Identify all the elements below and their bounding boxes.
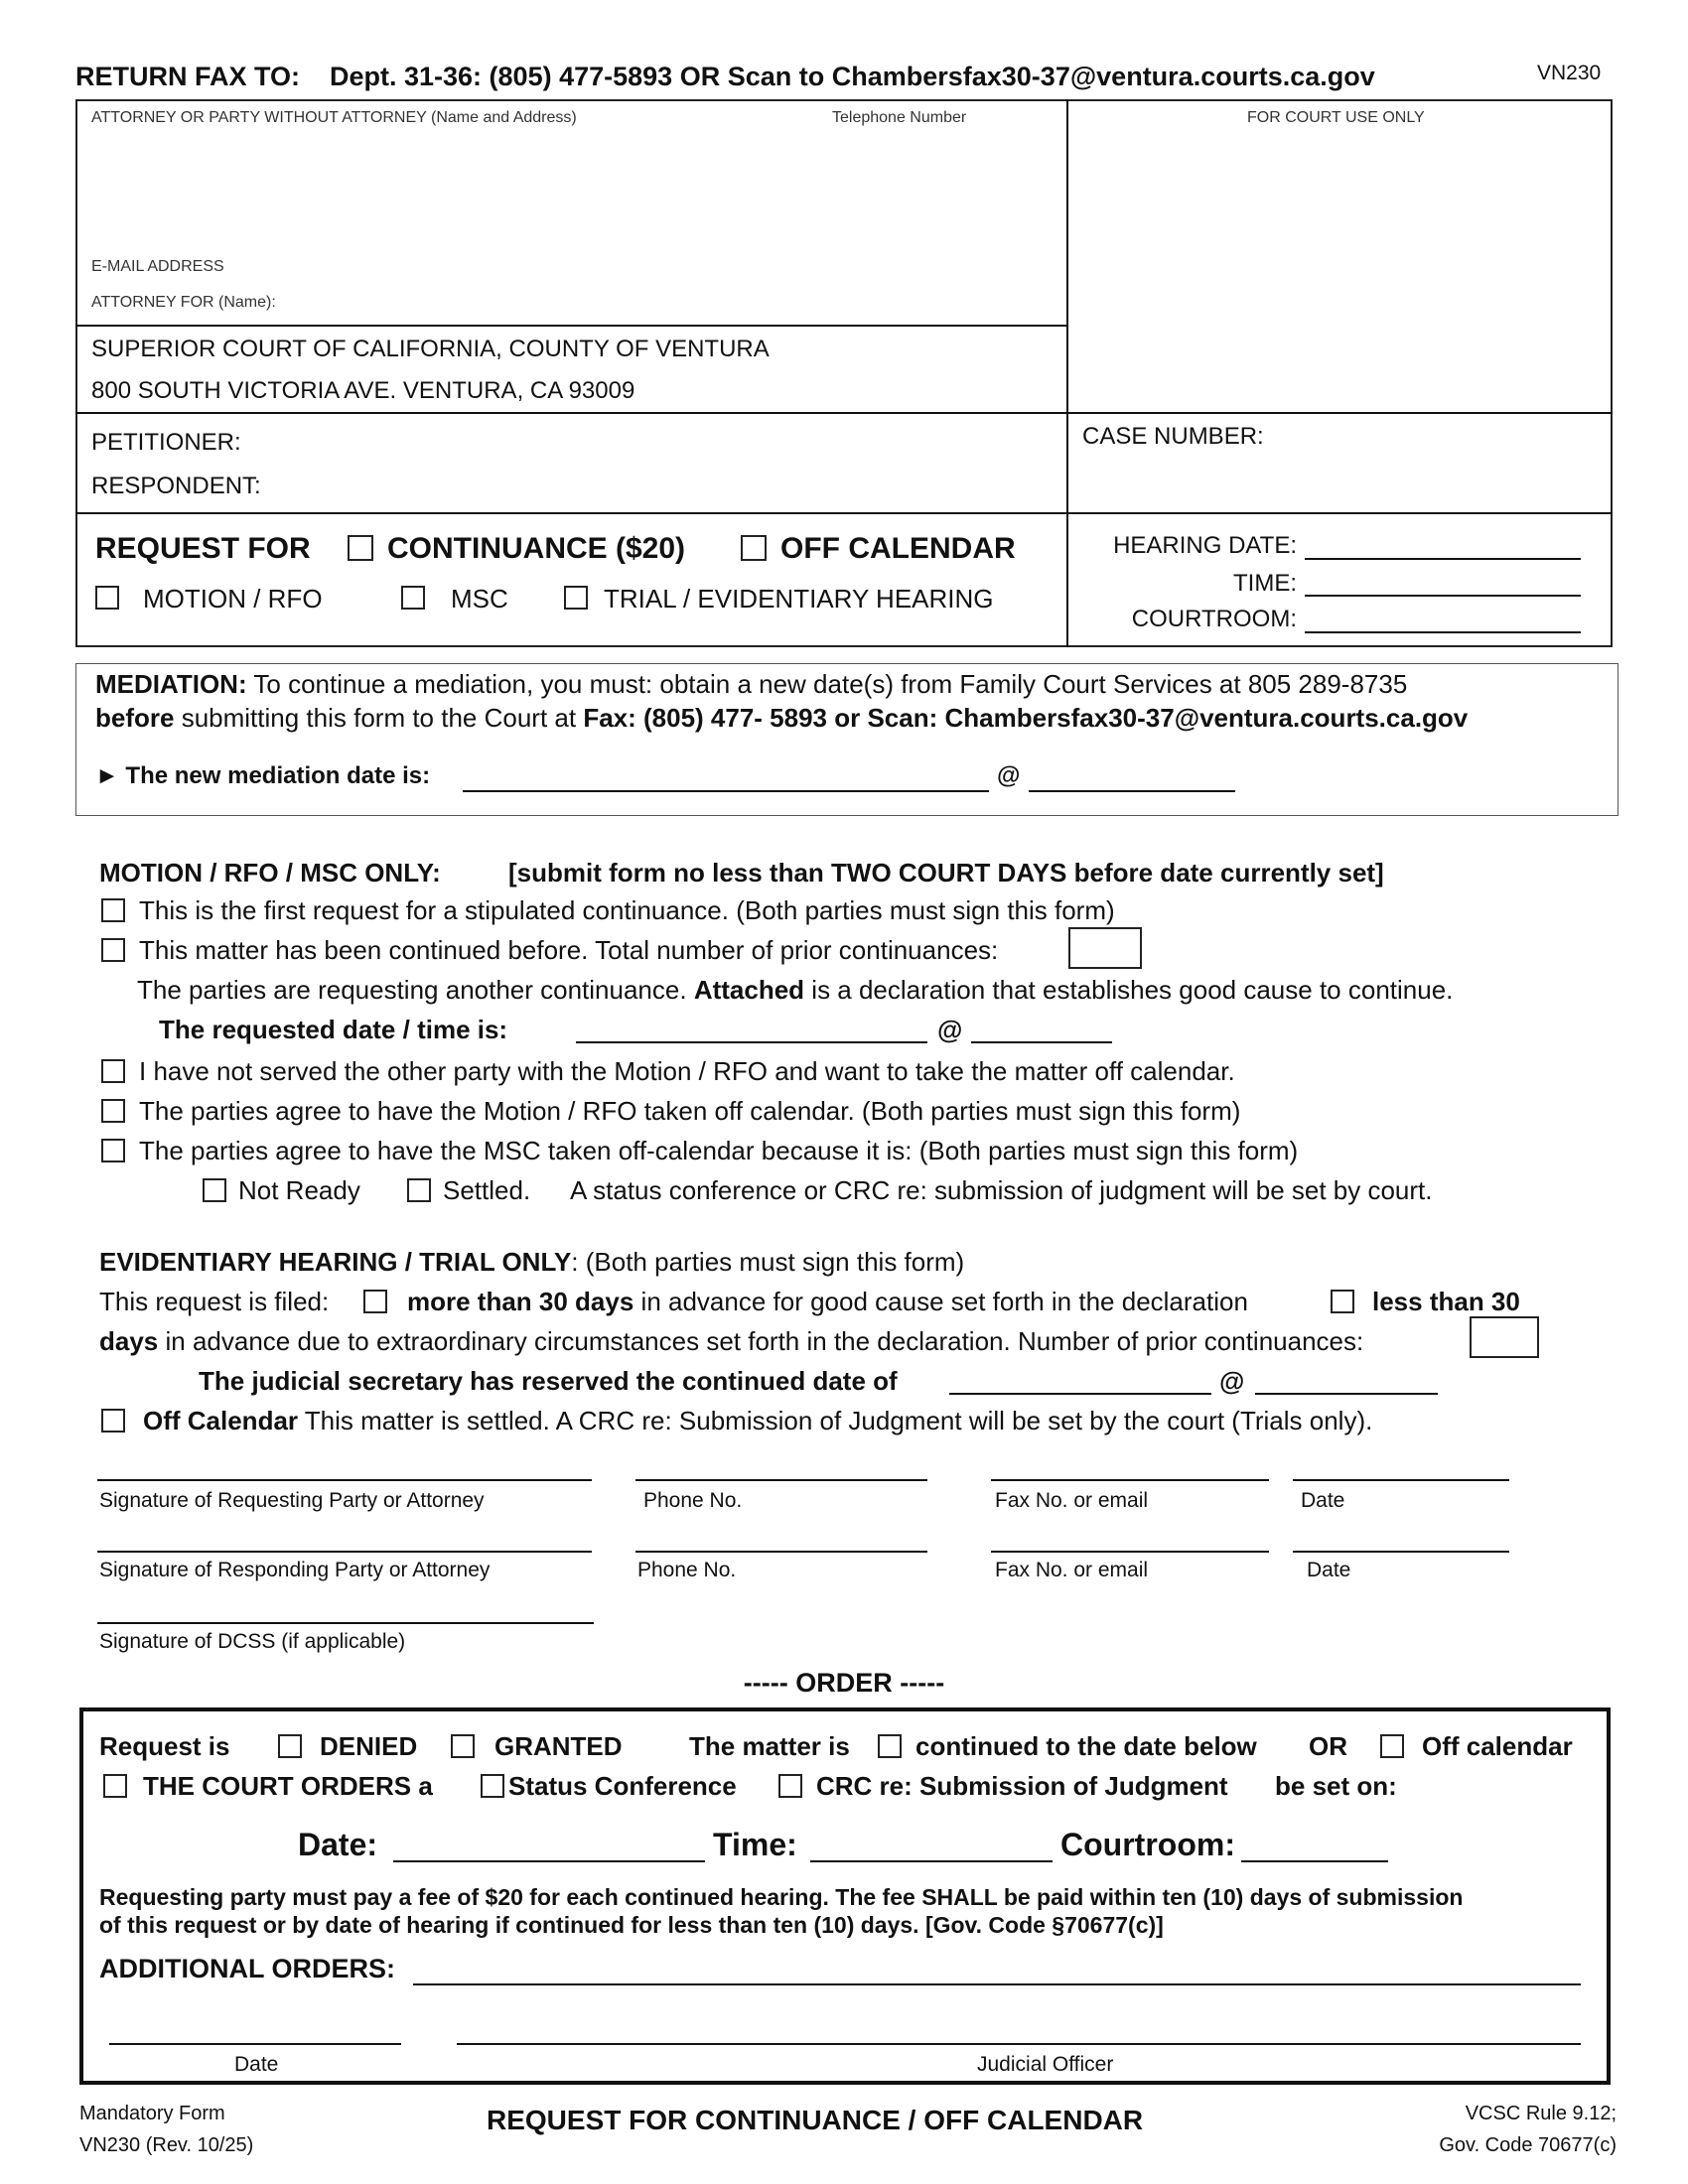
request-is-label: Request is xyxy=(99,1731,230,1761)
status-conference-checkbox[interactable] xyxy=(481,1774,504,1798)
new-mediation-date-label: ► The new mediation date is: xyxy=(95,762,431,789)
days-bold: days xyxy=(99,1326,159,1356)
first-request-text: This is the first request for a stipulated continuance. (Both parties must sign this form) xyxy=(139,895,1115,925)
off-calendar-checkbox[interactable] xyxy=(741,535,767,561)
crc-checkbox[interactable] xyxy=(778,1774,802,1798)
reserved-time-line[interactable] xyxy=(1255,1393,1438,1395)
caption-vertical-divider xyxy=(1066,99,1068,647)
mediation-before: before xyxy=(95,703,175,733)
mediation-label: MEDIATION: xyxy=(95,669,247,699)
days-rest: in advance due to extraordinary circumstances set forth in the declaration. Number of prior continuances: xyxy=(158,1326,1364,1356)
or-label: OR xyxy=(1309,1731,1347,1761)
mediation-fax-scan: Fax: (805) 477- 5893 or Scan: Chambersfax30-37@ventura.courts.ca.gov xyxy=(583,703,1469,733)
date2-line[interactable] xyxy=(1293,1551,1509,1553)
settled-checkbox[interactable] xyxy=(407,1178,431,1202)
be-set-on-label: be set on: xyxy=(1275,1771,1397,1801)
motion-rfo-label: MOTION / RFO xyxy=(143,584,323,614)
phone2-line[interactable] xyxy=(635,1551,927,1553)
form-id: VN230 xyxy=(1537,62,1602,84)
dcss-signature-line[interactable] xyxy=(97,1622,594,1624)
footer-rule: VCSC Rule 9.12; xyxy=(1465,2103,1617,2124)
new-mediation-date-line[interactable] xyxy=(463,790,989,792)
order-date-label: Date: xyxy=(298,1827,378,1862)
judicial-officer-line[interactable] xyxy=(457,2043,1581,2045)
petitioner-label: PETITIONER: xyxy=(91,429,241,456)
evidentiary-off-calendar-rest: This matter is settled. A CRC re: Submission of Judgment will be set by the court (Trials only). xyxy=(298,1406,1373,1435)
another-continuance-a: The parties are requesting another continuance. xyxy=(137,975,694,1005)
order-date-line[interactable] xyxy=(393,1860,705,1862)
evidentiary-off-calendar-checkbox[interactable] xyxy=(101,1409,125,1433)
off-calendar-label: OFF CALENDAR xyxy=(780,532,1016,565)
prior-continuances-box[interactable] xyxy=(1068,927,1142,969)
phone2-label: Phone No. xyxy=(637,1559,737,1581)
phone1-label: Phone No. xyxy=(643,1489,743,1512)
filed-label: This request is filed: xyxy=(99,1287,330,1316)
date1-line[interactable] xyxy=(1293,1479,1509,1481)
respondent-label: RESPONDENT: xyxy=(91,473,261,499)
not-ready-checkbox[interactable] xyxy=(203,1178,226,1202)
hearing-time-label: TIME: xyxy=(1233,570,1297,597)
off-calendar-order-checkbox[interactable] xyxy=(1380,1734,1404,1758)
crc-label: CRC re: Submission of Judgment xyxy=(816,1771,1228,1801)
more-than-30-rest: in advance for good cause set forth in the declaration xyxy=(633,1287,1248,1316)
motion-section-title: MOTION / RFO / MSC ONLY: xyxy=(99,858,441,887)
courtroom-line[interactable] xyxy=(1305,631,1581,633)
court-orders-label: THE COURT ORDERS a xyxy=(143,1771,433,1801)
order-courtroom-label: Courtroom: xyxy=(1060,1827,1235,1862)
agree-msc-off-text: The parties agree to have the MSC taken off-calendar because it is: (Both parties must sign this form) xyxy=(139,1136,1299,1165)
caption-divider-parties xyxy=(75,412,1613,414)
hearing-time-line[interactable] xyxy=(1305,595,1581,597)
requested-date-label: The requested date / time is: xyxy=(159,1015,508,1044)
msc-checkbox[interactable] xyxy=(401,586,425,610)
denied-checkbox[interactable] xyxy=(278,1734,302,1758)
additional-orders-line[interactable] xyxy=(413,1983,1581,1985)
courtroom-label: COURTROOM: xyxy=(1131,606,1297,632)
another-continuance-b: is a declaration that establishes good cause to continue. xyxy=(804,975,1454,1005)
trial-label: TRIAL / EVIDENTIARY HEARING xyxy=(604,584,994,614)
matter-is-label: The matter is xyxy=(689,1731,850,1761)
fax1-line[interactable] xyxy=(991,1479,1269,1481)
return-fax-label: RETURN FAX TO: xyxy=(75,62,301,91)
fax2-label: Fax No. or email xyxy=(995,1559,1149,1581)
fee-line1: Requesting party must pay a fee of $20 for each continued hearing. The fee SHALL be paid within ten (10) days of submission xyxy=(99,1884,1464,1910)
email-label: E-MAIL ADDRESS xyxy=(91,258,224,275)
reserved-date-line[interactable] xyxy=(949,1393,1211,1395)
hearing-date-line[interactable] xyxy=(1305,558,1581,560)
granted-checkbox[interactable] xyxy=(451,1734,475,1758)
denied-label: DENIED xyxy=(320,1731,418,1761)
mediation-text1: To continue a mediation, you must: obtain a new date(s) from Family Court Services at 805 289-8735 xyxy=(246,669,1408,699)
msc-label: MSC xyxy=(451,584,508,614)
footer-form-title: REQUEST FOR CONTINUANCE / OFF CALENDAR xyxy=(487,2105,1144,2135)
evidentiary-off-calendar-text xyxy=(143,1406,1372,1436)
requested-at: @ xyxy=(937,1015,963,1044)
order-courtroom-line[interactable] xyxy=(1241,1860,1388,1862)
trial-checkbox[interactable] xyxy=(564,586,588,610)
evidentiary-prior-continuances-box[interactable] xyxy=(1470,1316,1539,1358)
footer-gov-code: Gov. Code 70677(c) xyxy=(1439,2134,1617,2156)
agree-motion-off-checkbox[interactable] xyxy=(101,1099,125,1123)
status-conference-text: A status conference or CRC re: submission of judgment will be set by court. xyxy=(570,1175,1433,1205)
evidentiary-title: EVIDENTIARY HEARING / TRIAL ONLY xyxy=(99,1247,572,1277)
agree-msc-off-checkbox[interactable] xyxy=(101,1139,125,1162)
not-ready-label: Not Ready xyxy=(238,1175,360,1205)
attorney-label: ATTORNEY OR PARTY WITHOUT ATTORNEY (Name and Address) xyxy=(91,109,577,126)
mandatory-form-label: Mandatory Form xyxy=(79,2103,225,2124)
motion-section-instruction: [submit form no less than TWO COURT DAYS before date currently set] xyxy=(508,858,1384,887)
responding-signature-line[interactable] xyxy=(97,1551,592,1553)
court-address: 800 SOUTH VICTORIA AVE. VENTURA, CA 93009 xyxy=(91,377,635,404)
not-served-checkbox[interactable] xyxy=(101,1059,125,1083)
agree-motion-off-text: The parties agree to have the Motion / RFO taken off calendar. (Both parties must sign this form) xyxy=(139,1096,1241,1126)
fee-line2: of this request or by date of hearing if continued for less than ten (10) days. [Gov. Code §70677(c)] xyxy=(99,1912,1164,1938)
responding-signature-label: Signature of Responding Party or Attorney xyxy=(99,1559,491,1581)
order-time-line[interactable] xyxy=(810,1860,1053,1862)
reserved-date-label: The judicial secretary has reserved the continued date of xyxy=(199,1366,898,1396)
mediation-at: @ xyxy=(997,762,1021,789)
mediation-line1 xyxy=(95,669,1407,700)
fax1-label: Fax No. or email xyxy=(995,1489,1149,1512)
requesting-signature-line[interactable] xyxy=(97,1479,592,1481)
mediation-text2: submitting this form to the Court at xyxy=(174,703,584,733)
continued-before-checkbox[interactable] xyxy=(101,938,125,962)
evidentiary-off-calendar-bold: Off Calendar xyxy=(143,1406,299,1435)
date2-label: Date xyxy=(1307,1559,1351,1581)
continued-before-text: This matter has been continued before. Total number of prior continuances: xyxy=(139,935,999,965)
order-date-signature-label: Date xyxy=(234,2053,279,2076)
return-fax-text: Dept. 31-36: (805) 477-5893 OR Scan to Chambersfax30-37@ventura.courts.ca.gov xyxy=(330,62,1375,91)
continued-checkbox[interactable] xyxy=(878,1734,902,1758)
case-number-label: CASE NUMBER: xyxy=(1082,423,1264,450)
form-revision: VN230 (Rev. 10/25) xyxy=(79,2134,254,2156)
dcss-signature-label: Signature of DCSS (if applicable) xyxy=(99,1630,406,1653)
court-orders-checkbox[interactable] xyxy=(103,1774,127,1798)
order-date-signature-line[interactable] xyxy=(109,2043,401,2045)
another-continuance-text xyxy=(137,975,1453,1006)
more-than-30-text xyxy=(407,1287,1248,1317)
less-than-30-text: less than 30 xyxy=(1372,1287,1520,1316)
fax2-line[interactable] xyxy=(991,1551,1269,1553)
attorney-for-label: ATTORNEY FOR (Name): xyxy=(91,294,276,311)
granted-label: GRANTED xyxy=(494,1731,623,1761)
new-mediation-time-line[interactable] xyxy=(1029,790,1235,792)
order-time-label: Time: xyxy=(713,1827,797,1862)
continuance-checkbox[interactable] xyxy=(348,535,373,561)
requested-time-line[interactable] xyxy=(971,1041,1112,1043)
continued-label: continued to the date below xyxy=(915,1731,1257,1761)
evidentiary-title-row xyxy=(99,1247,964,1278)
mediation-line2 xyxy=(95,703,1468,734)
not-served-text: I have not served the other party with the Motion / RFO and want to take the matter off calendar. xyxy=(139,1056,1235,1086)
court-name: SUPERIOR COURT OF CALIFORNIA, COUNTY OF VENTURA xyxy=(91,336,770,362)
telephone-label: Telephone Number xyxy=(832,109,967,126)
requested-date-line[interactable] xyxy=(576,1041,927,1043)
more-than-30-checkbox[interactable] xyxy=(363,1290,387,1313)
hearing-date-label: HEARING DATE: xyxy=(1113,532,1297,559)
date1-label: Date xyxy=(1301,1489,1345,1512)
request-for-title: REQUEST FOR xyxy=(95,532,311,565)
more-than-30-bold: more than 30 days xyxy=(407,1287,634,1316)
less-than-30-checkbox[interactable] xyxy=(1331,1290,1354,1313)
status-conference-label: Status Conference xyxy=(508,1771,737,1801)
court-use-label: FOR COURT USE ONLY xyxy=(1247,109,1425,126)
requesting-signature-label: Signature of Requesting Party or Attorney xyxy=(99,1489,485,1512)
off-calendar-order-label: Off calendar xyxy=(1422,1731,1573,1761)
settled-label: Settled. xyxy=(443,1175,531,1205)
reserved-at: @ xyxy=(1219,1366,1245,1396)
attached-word: Attached xyxy=(693,975,805,1005)
order-heading: ----- ORDER ----- xyxy=(743,1668,945,1698)
phone1-line[interactable] xyxy=(635,1479,927,1481)
first-request-checkbox[interactable] xyxy=(101,898,125,922)
additional-orders-label: ADDITIONAL ORDERS: xyxy=(99,1954,396,1983)
judicial-officer-label: Judicial Officer xyxy=(977,2053,1114,2076)
continuance-label: CONTINUANCE ($20) xyxy=(387,532,686,565)
evidentiary-note: : (Both parties must sign this form) xyxy=(571,1247,965,1277)
caption-divider-request xyxy=(75,512,1613,514)
caption-divider-court xyxy=(75,325,1066,327)
motion-rfo-checkbox[interactable] xyxy=(95,586,119,610)
days-row xyxy=(99,1326,1363,1357)
